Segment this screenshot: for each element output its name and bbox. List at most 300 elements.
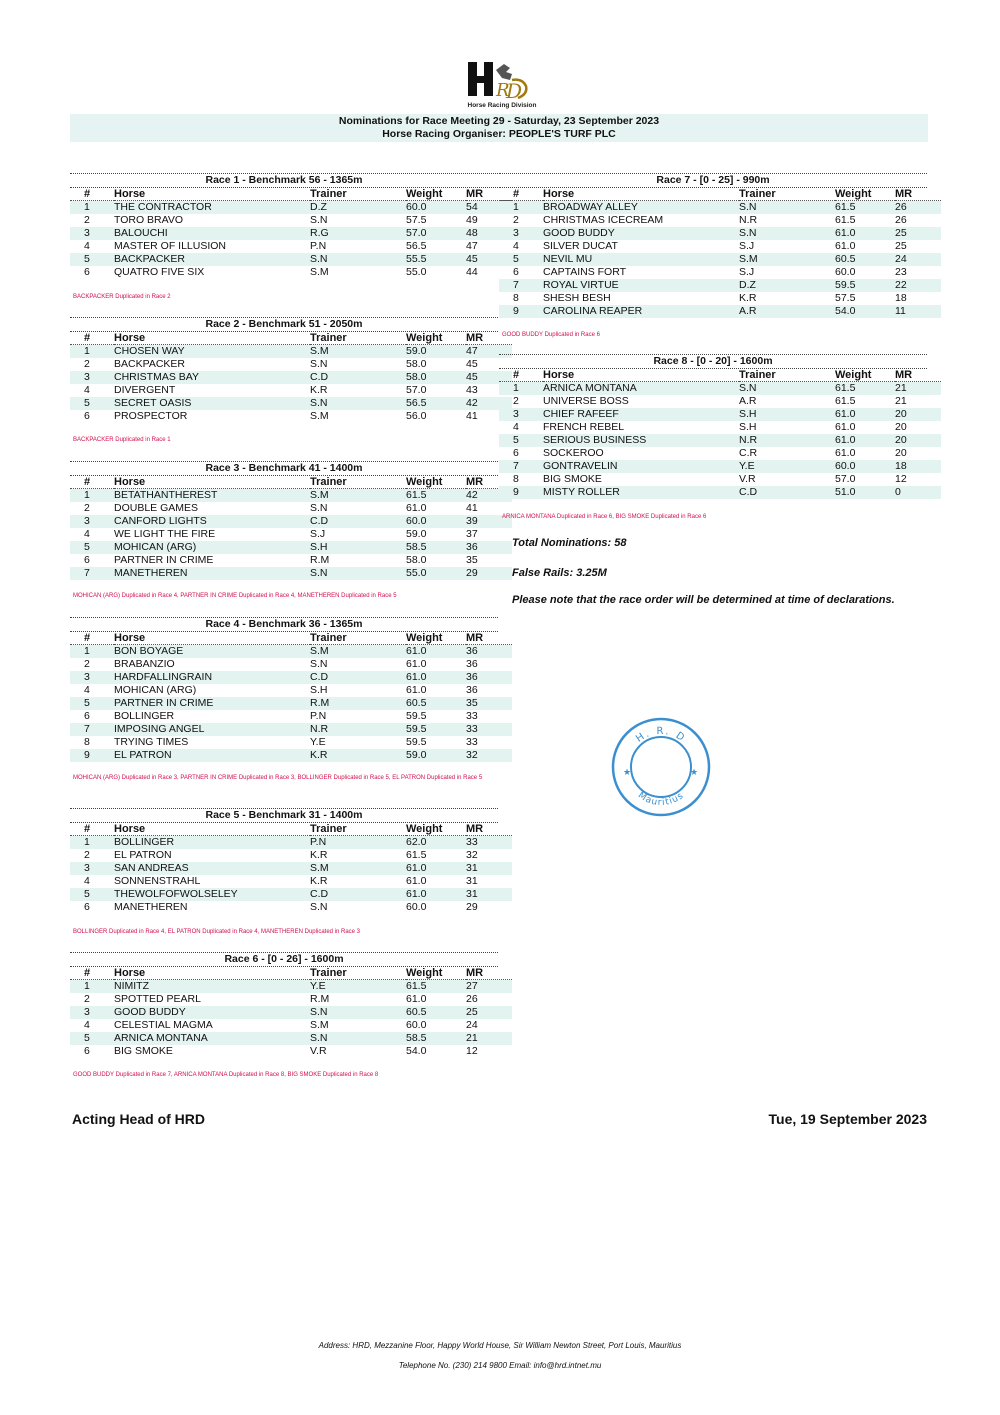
column-header-horse: Horse [114, 476, 310, 489]
cell-horse: BIG SMOKE [114, 1045, 173, 1057]
cell-no: 8 [84, 736, 90, 748]
cell-mr: 25 [466, 1006, 512, 1019]
stamp-star-left: ★ [623, 768, 632, 778]
cell-trainer: S.M [310, 862, 406, 875]
cell-weight: 51.0 [835, 486, 895, 499]
table-row [499, 266, 941, 279]
duplicate-note: MOHICAN (ARG) Duplicated in Race 3, PARTNER IN CRIME Duplicated in Race 3, BOLLINGER Duplicated in Race 5, EL PATRON Duplicated in Race 5 [73, 775, 483, 781]
cell-trainer: K.R [310, 384, 328, 396]
cell-horse: NIMITZ [114, 980, 310, 994]
cell-weight: 61.0 [406, 645, 466, 659]
column-header-weight: Weight [406, 188, 466, 201]
cell-trainer: A.R [739, 395, 757, 407]
cell-trainer: S.N [310, 901, 328, 913]
cell-weight: 61.5 [835, 395, 856, 407]
column-header-weight: Weight [406, 332, 466, 345]
cell-horse: ARNICA MONTANA [543, 382, 739, 396]
cell-weight: 61.0 [835, 227, 895, 240]
cell-no: 6 [84, 266, 90, 278]
cell-horse: SPOTTED PEARL [114, 993, 201, 1005]
cell-weight: 61.5 [406, 489, 466, 503]
table-row [70, 980, 512, 994]
duplicate-note: BACKPACKER Duplicated in Race 2 [73, 294, 171, 300]
cell-mr: 20 [895, 447, 907, 459]
cell-weight: 58.0 [406, 554, 427, 566]
cell-horse: BALOUCHI [114, 227, 310, 240]
cell-mr: 49 [466, 214, 478, 226]
column-header-mr: MR [895, 369, 941, 382]
cell-no: 9 [499, 305, 543, 318]
cell-horse: HARDFALLINGRAIN [114, 671, 310, 684]
column-header-trainer: Trainer [310, 823, 406, 836]
cell-mr: 33 [466, 836, 512, 850]
signoff-date: Tue, 19 September 2023 [768, 1111, 927, 1127]
cell-weight: 55.0 [406, 266, 427, 278]
cell-no: 4 [84, 875, 90, 887]
table-row [70, 671, 512, 684]
table-row [499, 473, 941, 486]
cell-trainer: S.N [310, 358, 328, 370]
cell-weight: 61.5 [835, 382, 895, 396]
race-title: Race 2 - Benchmark 51 - 2050m [70, 317, 498, 332]
column-header-trainer: Trainer [310, 188, 406, 201]
cell-weight: 61.0 [406, 502, 427, 514]
cell-mr: 11 [895, 305, 941, 318]
cell-trainer: R.M [310, 993, 330, 1005]
cell-trainer: R.M [310, 697, 406, 710]
cell-mr: 44 [466, 266, 478, 278]
cell-weight: 61.5 [835, 214, 856, 226]
cell-no: 9 [499, 486, 543, 499]
cell-mr: 41 [466, 410, 478, 422]
cell-weight: 55.0 [406, 567, 466, 580]
cell-mr: 32 [466, 749, 512, 762]
cell-mr: 36 [466, 684, 478, 696]
duplicate-note: GOOD BUDDY Duplicated in Race 6 [502, 332, 600, 338]
table-row [70, 901, 512, 914]
cell-weight: 60.5 [406, 697, 466, 710]
cell-weight: 59.5 [406, 710, 427, 722]
cell-horse: SERIOUS BUSINESS [543, 434, 739, 447]
race-title: Race 4 - Benchmark 36 - 1365m [70, 617, 498, 632]
cell-weight: 56.0 [406, 410, 427, 422]
race-order-note: Please note that the race order will be determined at time of declarations. [512, 594, 895, 606]
cell-horse: CHRISTMAS BAY [114, 371, 310, 384]
cell-horse: CHIEF RAFEEF [543, 408, 739, 421]
cell-no: 7 [70, 567, 114, 580]
cell-no: 5 [70, 888, 114, 901]
cell-weight: 58.0 [406, 358, 427, 370]
cell-horse: FRENCH REBEL [543, 421, 625, 433]
table-row [70, 384, 512, 397]
cell-mr: 26 [895, 214, 907, 226]
cell-weight: 62.0 [406, 836, 466, 850]
cell-no: 2 [84, 502, 90, 514]
cell-trainer: S.N [310, 567, 406, 580]
cell-horse: CANFORD LIGHTS [114, 515, 310, 528]
table-row [70, 836, 512, 850]
column-header-horse: Horse [114, 823, 310, 836]
cell-mr: 24 [466, 1019, 478, 1031]
cell-horse: SOCKEROO [543, 447, 604, 459]
cell-mr: 22 [895, 279, 941, 292]
cell-trainer: A.R [739, 305, 835, 318]
cell-horse: GOOD BUDDY [543, 227, 739, 240]
cell-trainer: N.R [310, 723, 406, 736]
cell-horse: SAN ANDREAS [114, 862, 310, 875]
cell-horse: PROSPECTOR [114, 410, 188, 422]
column-header-no: # [70, 823, 114, 836]
cell-horse: QUATRO FIVE SIX [114, 266, 205, 278]
table-row [70, 358, 512, 371]
cell-horse: EL PATRON [114, 749, 310, 762]
race-2-block [70, 315, 498, 423]
cell-trainer: N.R [739, 214, 758, 226]
cell-no: 4 [84, 528, 90, 540]
table-row [70, 723, 512, 736]
cell-trainer: Y.E [739, 460, 835, 473]
cell-no: 1 [70, 345, 114, 359]
cell-weight: 61.0 [406, 684, 427, 696]
column-header-trainer: Trainer [310, 332, 406, 345]
cell-horse: CHOSEN WAY [114, 345, 310, 359]
cell-mr: 47 [466, 345, 512, 359]
cell-no: 1 [499, 382, 543, 396]
cell-no: 3 [499, 408, 543, 421]
cell-trainer: S.M [739, 253, 835, 266]
race-table [70, 632, 512, 762]
cell-no: 6 [84, 901, 90, 913]
table-row [70, 214, 512, 227]
cell-trainer: S.M [310, 345, 406, 359]
cell-mr: 33 [466, 736, 478, 748]
cell-mr: 29 [466, 567, 512, 580]
cell-mr: 42 [466, 489, 512, 503]
cell-no: 3 [70, 671, 114, 684]
column-header-horse: Horse [543, 188, 739, 201]
cell-mr: 31 [466, 875, 478, 887]
race-8-block [499, 352, 927, 499]
svg-text:R: R [496, 80, 510, 101]
cell-weight: 61.0 [835, 240, 856, 252]
cell-horse: MOHICAN (ARG) [114, 541, 310, 554]
table-row [70, 528, 512, 541]
cell-horse: CELESTIAL MAGMA [114, 1019, 213, 1031]
cell-no: 4 [84, 684, 90, 696]
cell-horse: TRYING TIMES [114, 736, 189, 748]
cell-mr: 23 [895, 266, 907, 278]
table-row [70, 397, 512, 410]
table-row [70, 645, 512, 659]
race-6-block [70, 950, 498, 1058]
race-title: Race 3 - Benchmark 41 - 1400m [70, 461, 498, 476]
cell-no: 6 [513, 447, 519, 459]
cell-trainer: S.M [310, 410, 329, 422]
race-table [499, 188, 941, 318]
cell-weight: 61.0 [835, 408, 895, 421]
cell-weight: 60.0 [406, 901, 427, 913]
cell-weight: 61.5 [406, 980, 466, 994]
cell-no: 3 [70, 515, 114, 528]
race-table [70, 476, 512, 580]
cell-mr: 21 [466, 1032, 512, 1045]
table-row [70, 888, 512, 901]
cell-mr: 41 [466, 502, 478, 514]
cell-no: 1 [70, 836, 114, 850]
cell-no: 6 [84, 410, 90, 422]
cell-trainer: S.N [310, 253, 406, 266]
duplicate-note: ARNICA MONTANA Duplicated in Race 6, BIG SMOKE Duplicated in Race 6 [502, 514, 707, 520]
footer-address: Address: HRD, Mezzanine Floor, Happy World House, Sir William Newton Street, Port Louis, Mauritius [318, 1341, 682, 1350]
table-row [499, 201, 941, 215]
cell-trainer: S.H [739, 408, 835, 421]
table-row [70, 554, 512, 567]
table-row [70, 371, 512, 384]
cell-weight: 58.5 [406, 541, 466, 554]
cell-trainer: S.J [310, 528, 326, 540]
cell-no: 7 [499, 279, 543, 292]
cell-trainer: S.H [310, 541, 406, 554]
cell-mr: 33 [466, 723, 512, 736]
footer-phone: Telephone No. (230) 214 9800 Email: info@hrd.intnet.mu [398, 1361, 602, 1370]
cell-no: 4 [513, 240, 519, 252]
cell-horse: TORO BRAVO [114, 214, 184, 226]
cell-weight: 58.5 [406, 1032, 466, 1045]
false-rails: False Rails: 3.25M [512, 567, 607, 579]
cell-horse: BACKPACKER [114, 253, 310, 266]
column-header-no: # [70, 332, 114, 345]
hrd-stamp [610, 716, 712, 818]
race-table [70, 188, 512, 279]
column-header-mr: MR [466, 476, 512, 489]
cell-mr: 37 [466, 528, 478, 540]
cell-weight: 61.0 [406, 671, 466, 684]
cell-mr: 31 [466, 862, 512, 875]
race-3-block [70, 459, 498, 580]
table-row [499, 227, 941, 240]
table-row [70, 697, 512, 710]
column-header-weight: Weight [835, 188, 895, 201]
cell-trainer: C.R [739, 447, 758, 459]
cell-weight: 61.0 [406, 993, 427, 1005]
race-title: Race 7 - [0 - 25] - 990m [499, 173, 927, 188]
column-header-trainer: Trainer [310, 967, 406, 980]
cell-horse: DOUBLE GAMES [114, 502, 199, 514]
cell-trainer: S.H [739, 421, 757, 433]
table-row [70, 410, 512, 423]
race-1-block [70, 171, 498, 279]
duplicate-note: GOOD BUDDY Duplicated in Race 7, ARNICA MONTANA Duplicated in Race 8, BIG SMOKE Duplicated in Race 8 [73, 1072, 379, 1078]
table-row [70, 567, 512, 580]
column-header-trainer: Trainer [310, 632, 406, 645]
cell-horse: MANETHEREN [114, 567, 310, 580]
table-row [70, 658, 512, 671]
cell-trainer: K.R [310, 749, 406, 762]
table-row [70, 266, 512, 279]
cell-horse: BROADWAY ALLEY [543, 201, 739, 215]
cell-trainer: Y.E [310, 980, 406, 994]
header-banner [70, 114, 928, 142]
cell-weight: 59.0 [406, 345, 466, 359]
cell-weight: 61.0 [406, 658, 427, 670]
column-header-weight: Weight [406, 476, 466, 489]
cell-weight: 61.0 [406, 888, 466, 901]
cell-trainer: S.M [310, 1019, 329, 1031]
column-header-mr: MR [466, 332, 512, 345]
race-table [499, 369, 941, 499]
table-row [70, 515, 512, 528]
cell-trainer: S.N [310, 1006, 406, 1019]
cell-horse: CHRISTMAS ICECREAM [543, 214, 664, 226]
column-header-weight: Weight [835, 369, 895, 382]
logo-caption: Horse Racing Division [467, 102, 537, 109]
column-header-no: # [499, 369, 543, 382]
cell-trainer: S.N [310, 214, 328, 226]
cell-no: 5 [70, 541, 114, 554]
cell-weight: 59.5 [406, 723, 466, 736]
cell-horse: CAROLINA REAPER [543, 305, 739, 318]
cell-mr: 21 [895, 395, 907, 407]
table-row [499, 434, 941, 447]
cell-weight: 61.5 [835, 201, 895, 215]
table-row [70, 227, 512, 240]
cell-horse: THEWOLFOFWOLSELEY [114, 888, 310, 901]
table-row [499, 253, 941, 266]
cell-weight: 59.0 [406, 749, 466, 762]
column-header-weight: Weight [406, 632, 466, 645]
cell-mr: 36 [466, 645, 512, 659]
cell-mr: 18 [895, 292, 907, 304]
cell-mr: 12 [466, 1045, 478, 1057]
cell-weight: 56.5 [406, 240, 427, 252]
race-7-block [499, 171, 927, 318]
cell-no: 6 [84, 1045, 90, 1057]
duplicate-note: BACKPACKER Duplicated in Race 1 [73, 437, 171, 443]
cell-weight: 61.0 [835, 421, 856, 433]
cell-mr: 35 [466, 554, 478, 566]
cell-no: 8 [513, 292, 519, 304]
cell-mr: 45 [466, 371, 512, 384]
cell-trainer: S.M [310, 489, 406, 503]
cell-horse: BOLLINGER [114, 836, 310, 850]
column-header-mr: MR [466, 823, 512, 836]
cell-weight: 59.0 [406, 528, 427, 540]
cell-trainer: P.N [310, 240, 327, 252]
table-row [70, 710, 512, 723]
cell-no: 5 [70, 253, 114, 266]
cell-no: 6 [513, 266, 519, 278]
cell-trainer: S.J [739, 266, 755, 278]
duplicate-note: BOLLINGER Duplicated in Race 4, EL PATRON Duplicated in Race 4, MANETHEREN Duplicated in Race 3 [73, 929, 361, 935]
cell-mr: 39 [466, 515, 512, 528]
table-row [70, 849, 512, 862]
race-table [70, 332, 512, 423]
signoff-title: Acting Head of HRD [72, 1111, 205, 1127]
cell-mr: 20 [895, 434, 941, 447]
table-row [70, 253, 512, 266]
table-row [499, 382, 941, 396]
cell-trainer: V.R [310, 1045, 327, 1057]
cell-weight: 56.5 [406, 397, 466, 410]
stamp-top-text: H. R. D [634, 725, 688, 745]
cell-horse: NEVIL MU [543, 253, 739, 266]
table-row [499, 279, 941, 292]
cell-mr: 33 [466, 710, 478, 722]
cell-no: 3 [70, 227, 114, 240]
cell-weight: 60.0 [406, 515, 466, 528]
organiser-title: Horse Racing Organiser: PEOPLE'S TURF PLC [382, 128, 616, 140]
cell-trainer: S.N [739, 227, 835, 240]
cell-no: 3 [70, 1006, 114, 1019]
cell-mr: 26 [466, 993, 478, 1005]
cell-no: 5 [70, 397, 114, 410]
cell-trainer: D.Z [739, 279, 835, 292]
cell-no: 6 [84, 710, 90, 722]
cell-no: 3 [70, 862, 114, 875]
cell-trainer: S.N [310, 397, 406, 410]
cell-horse: CAPTAINS FORT [543, 266, 627, 278]
cell-mr: 12 [895, 473, 907, 485]
svg-text:Mauritius [636, 791, 686, 808]
table-row [499, 460, 941, 473]
cell-mr: 43 [466, 384, 478, 396]
cell-no: 2 [513, 395, 519, 407]
cell-no: 2 [84, 849, 90, 861]
cell-mr: 42 [466, 397, 512, 410]
cell-horse: MASTER OF ILLUSION [114, 240, 227, 252]
cell-horse: GOOD BUDDY [114, 1006, 310, 1019]
cell-mr: 36 [466, 541, 512, 554]
cell-mr: 20 [895, 421, 907, 433]
table-row [70, 1045, 512, 1058]
table-row [70, 749, 512, 762]
cell-weight: 61.0 [835, 434, 895, 447]
table-row [70, 862, 512, 875]
table-row [499, 408, 941, 421]
cell-weight: 59.5 [406, 736, 427, 748]
table-row [70, 875, 512, 888]
cell-horse: MOHICAN (ARG) [114, 684, 197, 696]
column-header-mr: MR [466, 188, 512, 201]
table-row [70, 736, 512, 749]
cell-mr: 20 [895, 408, 941, 421]
cell-no: 5 [499, 434, 543, 447]
column-header-no: # [70, 188, 114, 201]
race-title: Race 6 - [0 - 26] - 1600m [70, 952, 498, 967]
cell-weight: 60.0 [835, 460, 895, 473]
cell-horse: PARTNER IN CRIME [114, 554, 214, 566]
column-header-mr: MR [895, 188, 941, 201]
table-row [499, 486, 941, 499]
column-header-trainer: Trainer [739, 188, 835, 201]
cell-trainer: V.R [739, 473, 756, 485]
cell-mr: 18 [895, 460, 941, 473]
column-header-no: # [499, 188, 543, 201]
cell-no: 1 [70, 980, 114, 994]
column-header-horse: Horse [114, 967, 310, 980]
cell-weight: 61.0 [406, 875, 427, 887]
cell-mr: 36 [466, 671, 512, 684]
cell-trainer: C.D [310, 888, 406, 901]
table-row [499, 214, 941, 227]
column-header-no: # [70, 476, 114, 489]
race-table [70, 823, 512, 914]
column-header-no: # [70, 632, 114, 645]
cell-horse: PARTNER IN CRIME [114, 697, 310, 710]
column-header-no: # [70, 967, 114, 980]
cell-horse: BETATHANTHEREST [114, 489, 310, 503]
cell-horse: UNIVERSE BOSS [543, 395, 629, 407]
